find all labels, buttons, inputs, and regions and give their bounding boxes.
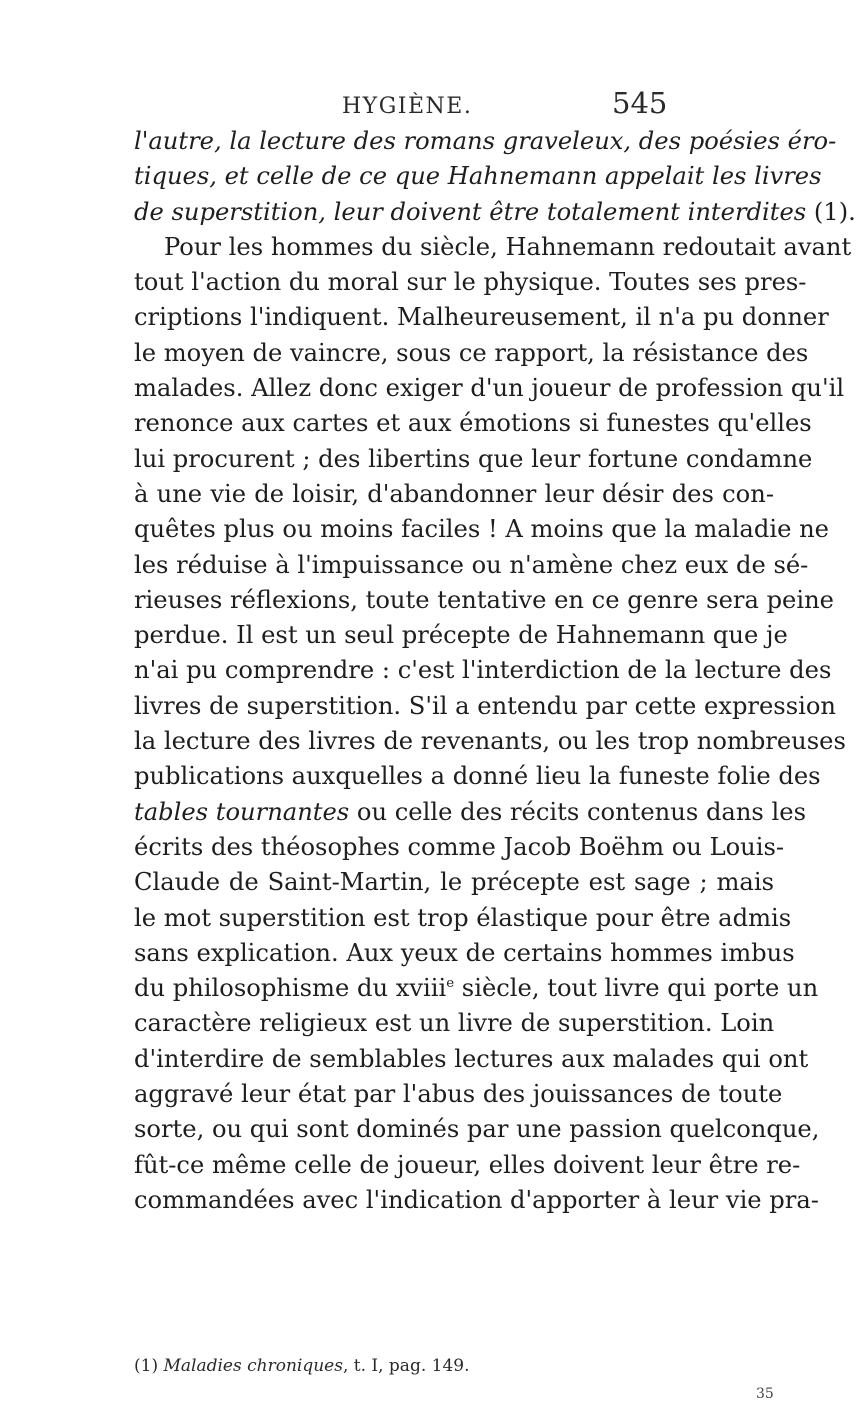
text-line: [134, 1183, 819, 1218]
line-text: sorte, ou qui sont dominés par une passion quelconque,: [134, 1115, 820, 1144]
running-head: [134, 86, 774, 122]
line-text: le mot superstition est trop élastique pour être admis: [134, 903, 792, 932]
italic-span: tiques, et celle de ce que Hahnemann appelait les livres: [134, 162, 822, 191]
line-text: le moyen de vaincre, sous ce rapport, la résistance des: [134, 338, 809, 367]
line-text: caractère religieux est un livre de superstition. Loin: [134, 1009, 775, 1038]
text-line: [134, 512, 829, 547]
text-line: [134, 548, 809, 583]
line-text: rieuses réflexions, toute tentative en ce genre sera peine: [134, 585, 834, 614]
text-line: [134, 1077, 783, 1112]
text-line: [134, 971, 819, 1006]
line-text: aggravé leur état par l'abus des jouissances de toute: [134, 1080, 783, 1109]
text-line: [134, 1112, 820, 1147]
text-line: [134, 901, 792, 936]
line-text: renonce aux cartes et aux émotions si funestes qu'elles: [134, 409, 812, 438]
line-text: ou celle des récits contenus dans les: [349, 797, 806, 826]
line-text: siècle, tout livre qui porte un: [454, 974, 819, 1003]
text-line: [134, 195, 856, 230]
text-line: [134, 1042, 809, 1077]
line-text: tout l'action du moral sur le physique. Toutes ses pres-: [134, 268, 807, 297]
italic-span: l'autre, la lecture des romans graveleux, des poésies éro-: [134, 127, 837, 155]
line-text: du philosophisme du xviii: [134, 974, 447, 1003]
text-line: [134, 336, 809, 371]
line-text: commandées avec l'indication d'apporter à leur vie pra-: [134, 1185, 819, 1214]
text-line: [134, 124, 837, 159]
italic-span: tables tournantes: [134, 797, 350, 826]
footnote: [134, 1356, 469, 1376]
line-text: livres de superstition. S'il a entendu par cette expression: [134, 691, 837, 720]
text-line: [134, 159, 822, 194]
text-line: [134, 689, 837, 724]
superscript: e: [446, 976, 455, 992]
text-line: [134, 759, 821, 794]
line-text: sans explication. Aux yeux de certains hommes imbus: [134, 938, 795, 967]
line-text: à une vie de loisir, d'abandonner leur désir des con-: [134, 479, 774, 508]
text-line: [134, 618, 788, 653]
line-text: criptions l'indiquent. Malheureusement, il n'a pu donner: [134, 303, 829, 332]
line-text: lui procurent ; des libertins que leur fortune condamne: [134, 444, 813, 473]
text-line: [134, 583, 834, 618]
text-line: [134, 1006, 774, 1041]
text-line: [134, 406, 812, 441]
text-line: [134, 477, 774, 512]
footnote-title: Maladies chroniques: [163, 1356, 343, 1376]
text-line: [134, 936, 795, 971]
text-line: [134, 724, 846, 759]
text-line: [134, 265, 807, 300]
line-text: malades. Allez donc exiger d'un joueur de profession qu'il: [134, 374, 845, 403]
text-line: [134, 865, 774, 900]
text-line: [134, 230, 852, 265]
text-line: [134, 300, 829, 335]
line-text: quêtes plus ou moins faciles ! A moins que la maladie ne: [134, 515, 829, 544]
line-text: fût-ce même celle de joueur, elles doivent leur être re-: [134, 1150, 801, 1179]
italic-span: de superstition, leur doivent être totalement interdites: [134, 197, 807, 226]
footnote-marker: (1): [134, 1356, 164, 1376]
line-text: n'ai pu comprendre : c'est l'interdiction de la lecture des: [134, 656, 832, 685]
line-text: perdue. Il est un seul précepte de Hahnemann que je: [134, 621, 788, 650]
text-line: [134, 830, 785, 865]
signature-mark: 35: [756, 1386, 774, 1402]
line-text: d'interdire de semblables lectures aux malades qui ont: [134, 1044, 809, 1073]
text-line: [134, 371, 845, 406]
body-text: [134, 124, 856, 1218]
page-number: 545: [612, 86, 668, 120]
line-text: écrits des théosophes comme Jacob Boëhm ou Louis-: [134, 832, 785, 861]
running-title: HYGIÈNE.: [342, 94, 473, 119]
line-text: la lecture des livres de revenants, ou les trop nombreuses: [134, 727, 846, 756]
line-text: publications auxquelles a donné lieu la funeste folie des: [134, 762, 821, 791]
text-line: [134, 653, 832, 688]
text-line: [134, 442, 813, 477]
line-text: Pour les hommes du siècle, Hahnemann redoutait avant: [164, 232, 852, 261]
line-text: Claude de Saint-Martin, le précepte est sage ; mais: [134, 868, 774, 897]
footnote-rest: , t. I, pag. 149.: [342, 1356, 470, 1376]
footnote-ref: (1).: [806, 197, 856, 226]
text-line: [134, 1148, 801, 1183]
text-line: [134, 795, 806, 830]
line-text: les réduise à l'impuissance ou n'amène chez eux de sé-: [134, 550, 809, 579]
